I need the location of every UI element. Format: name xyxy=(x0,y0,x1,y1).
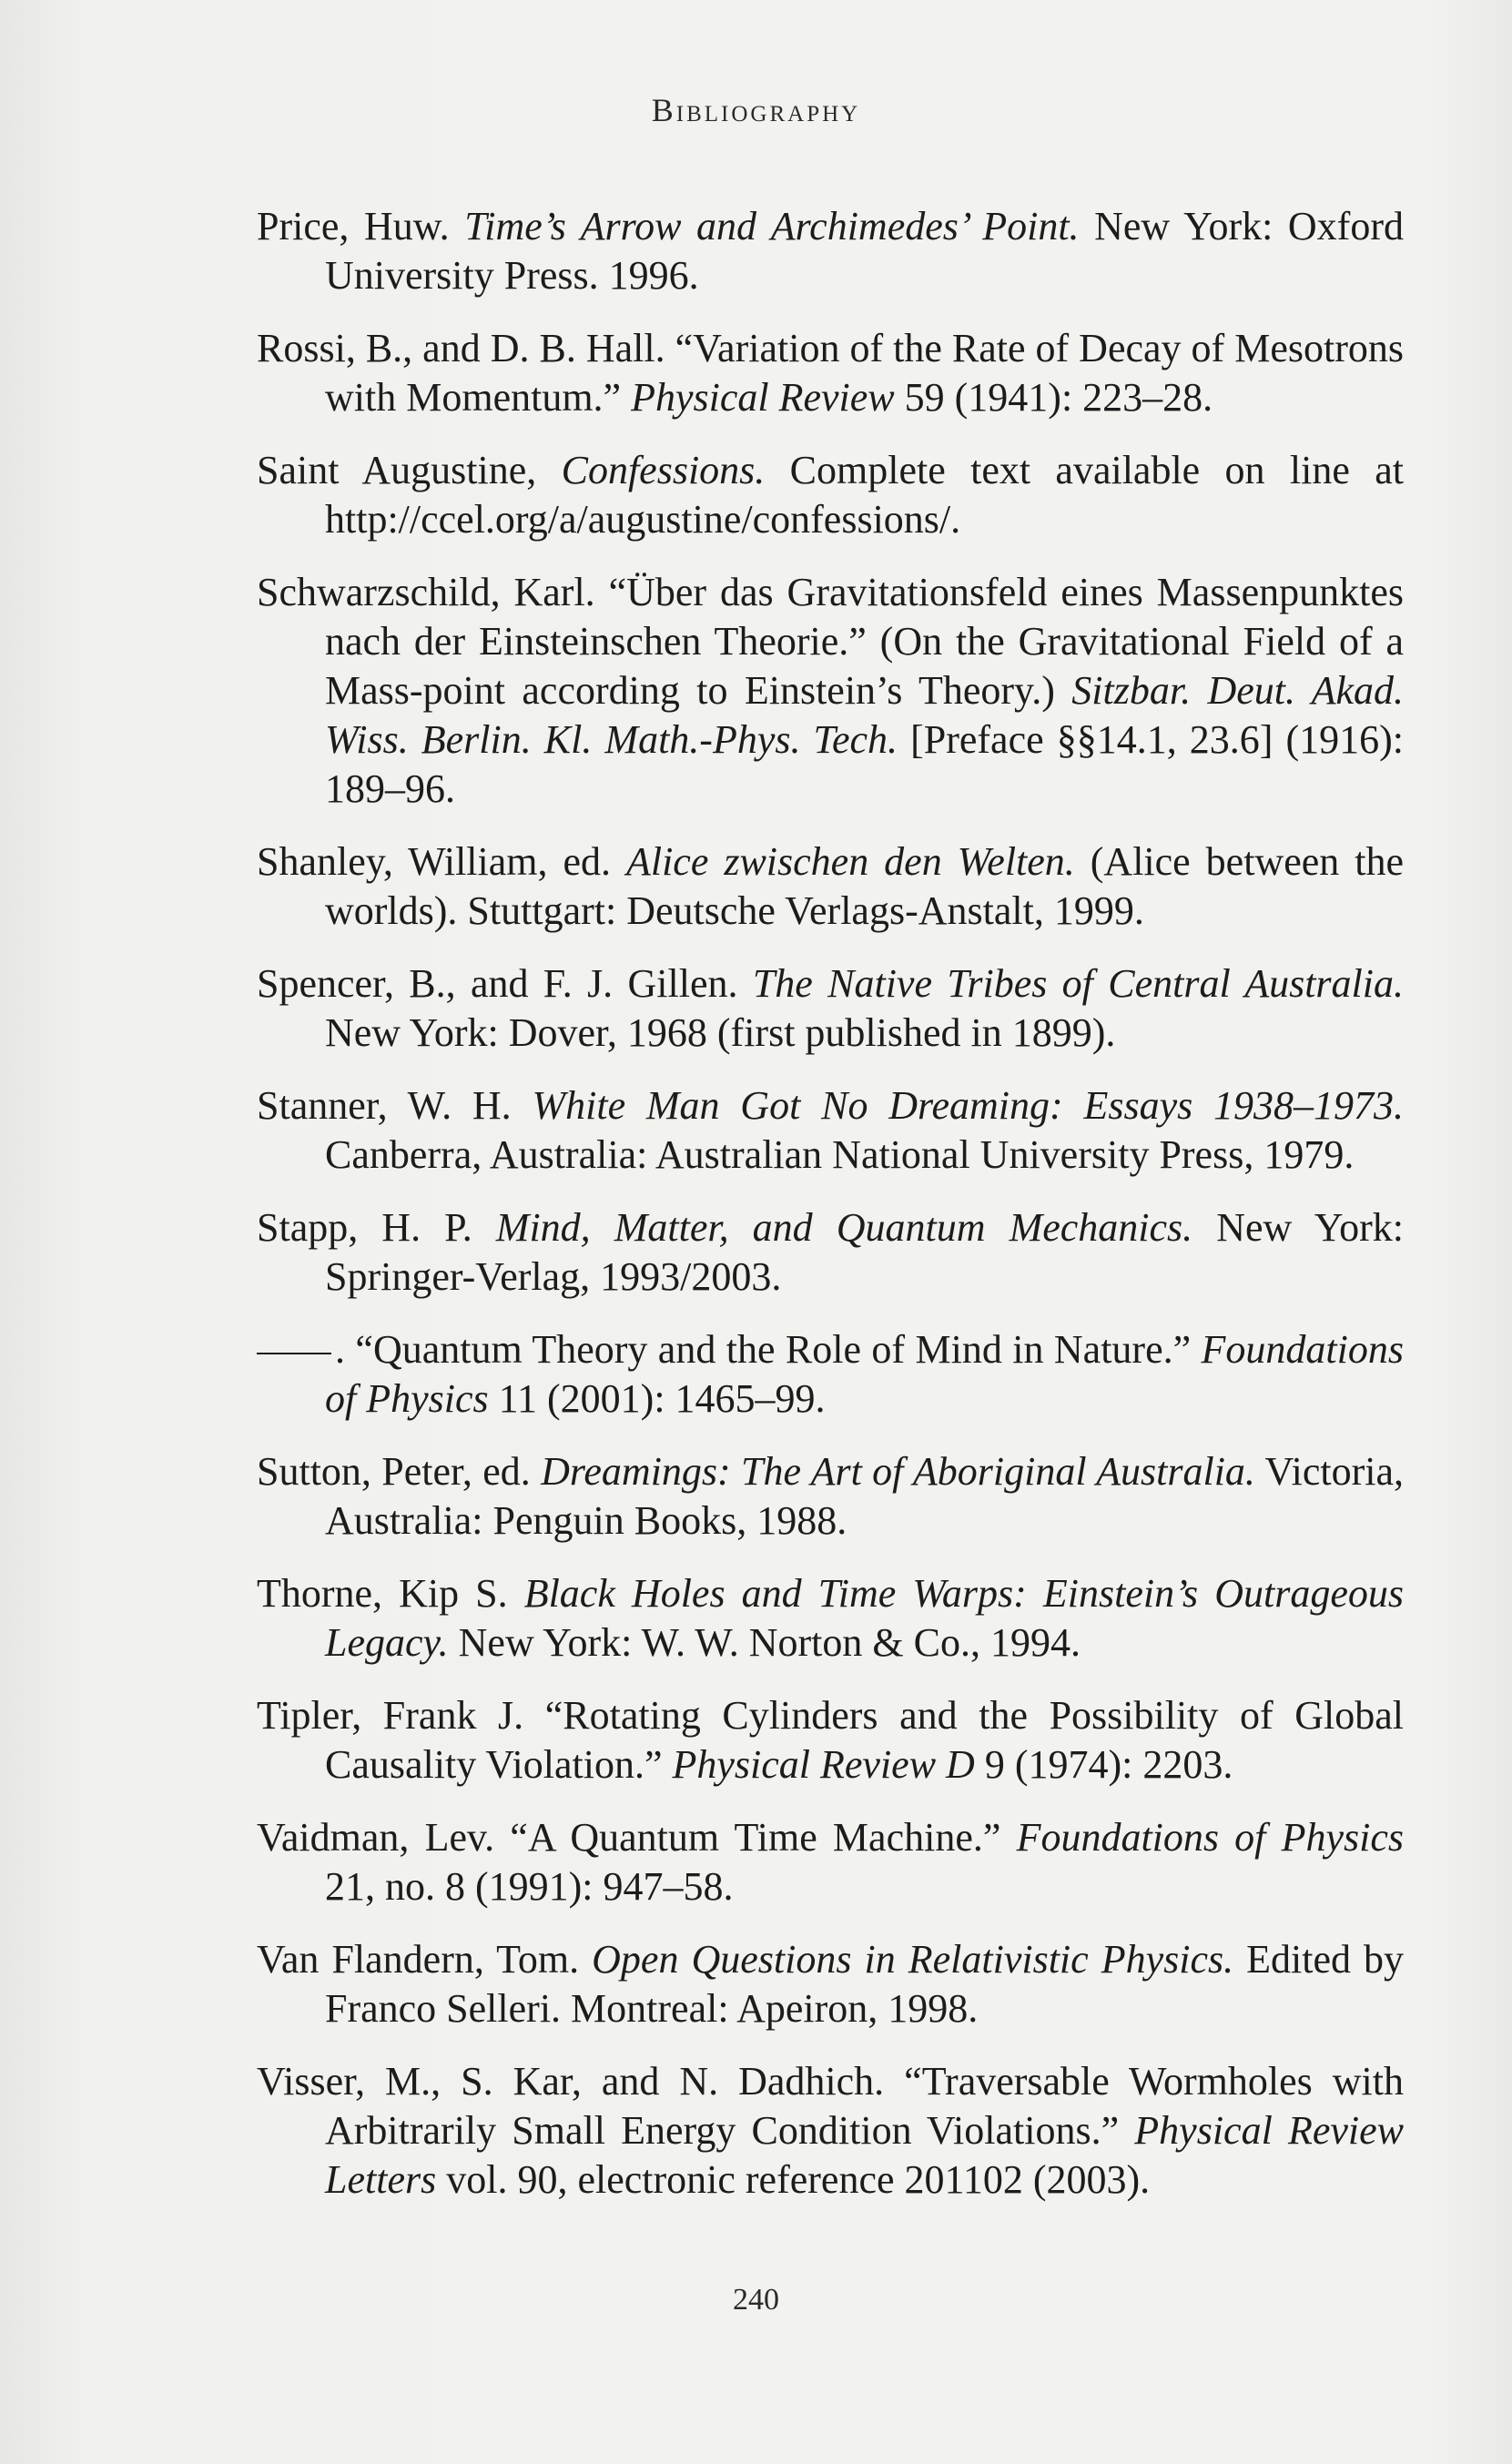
bibliography-entry: Visser, M., S. Kar, and N. Dadhich. “Traversable Wormholes with Arbitrarily Small Energy Condition Violations.” Physical Review Letters vol. 90, electronic reference 201102 (2003). xyxy=(257,2059,1404,2202)
entry-title: Physical Review Letters xyxy=(325,2108,1404,2202)
bibliography-entry: Shanley, William, ed. Alice zwischen den Welten. (Alice between the worlds). Stuttgart: Deutsche Verlags-Anstalt, 1999. xyxy=(257,839,1404,933)
page-number: 240 xyxy=(733,2283,779,2317)
bibliography-entry: Thorne, Kip S. Black Holes and Time Warps: Einstein’s Outrageous Legacy. New York: W. W. Norton & Co., 1994. xyxy=(257,1571,1405,1665)
bibliography-entry: . “Quantum Theory and the Role of Mind in Nature.” Foundations of Physics 11 (2001): 1465–99. xyxy=(257,1325,1404,1424)
bibliography-entry: Price, Huw. Time’s Arrow and Archimedes’ Point. New York: Oxford University Press. 1996. xyxy=(257,204,1404,298)
repeat-author-dash xyxy=(257,1353,331,1354)
bibliography-entry: Van Flandern, Tom. Open Questions in Relativistic Physics. Edited by Franco Selleri. Montreal: Apeiron, 1998. xyxy=(257,1937,1405,2031)
entry-title: Mind, Matter, and Quantum Mechanics. xyxy=(495,1205,1193,1250)
entry-title: Alice zwischen den Welten. xyxy=(625,839,1075,884)
bibliography-entry: Saint Augustine, Confessions. Complete text available on line at http://ccel.org/a/augustine/confessions/. xyxy=(257,448,1404,542)
entry-title: Time’s Arrow and Archimedes’ Point. xyxy=(464,204,1080,248)
bibliography-entry: Spencer, B., and F. J. Gillen. The Native Tribes of Central Australia. New York: Dover, 1968 (first published in 1899). xyxy=(257,961,1404,1055)
entry-title: The Native Tribes of Central Australia. xyxy=(752,961,1404,1006)
entry-title: Foundations of Physics xyxy=(1016,1815,1404,1860)
entry-title: Foundations of Physics xyxy=(325,1327,1404,1421)
entry-title: Sitzbar. Deut. Akad. Wiss. Berlin. Kl. Math.-Phys. Tech. xyxy=(325,668,1404,762)
bibliography-entry: Vaidman, Lev. “A Quantum Time Machine.” Foundations of Physics 21, no. 8 (1991): 947–58. xyxy=(257,1815,1404,1909)
entry-title: Open Questions in Relativistic Physics. xyxy=(592,1937,1234,1982)
bibliography-entry: Sutton, Peter, ed. Dreamings: The Art of Aboriginal Australia. Victoria, Australia: Penguin Books, 1988. xyxy=(257,1449,1405,1543)
entry-title: White Man Got No Dreaming: Essays 1938–1973. xyxy=(532,1083,1404,1128)
bibliography-entry: Stanner, W. H. White Man Got No Dreaming: Essays 1938–1973. Canberra, Australia: Australian National University Press, 1979. xyxy=(257,1083,1404,1177)
running-head: Bibliography xyxy=(651,92,861,128)
entry-title: Physical Review D xyxy=(672,1742,975,1787)
entry-title: Dreamings: The Art of Aboriginal Australia. xyxy=(541,1449,1255,1494)
bibliography-entry: Schwarzschild, Karl. “Über das Gravitationsfeld eines Massenpunktes nach der Einsteinschen Theorie.” (On the Gravitational Field of a Mass-point according to Einstein’s Theory.) Sitzbar. Deut. Akad. Wiss. Berlin. Kl. Math.-Phys. Tech. [Preface §§14.1, 23.6] (1916): 189–96. xyxy=(257,570,1404,811)
bibliography-entry: Stapp, H. P. Mind, Matter, and Quantum Mechanics. New York: Springer-Verlag, 1993/2003. xyxy=(257,1205,1404,1299)
bibliography-entry: Rossi, B., and D. B. Hall. “Variation of the Rate of Decay of Mesotrons with Momentum.” Physical Review 59 (1941): 223–28. xyxy=(257,326,1404,420)
bibliography-list xyxy=(257,202,1404,2228)
entry-title: Physical Review xyxy=(631,375,895,420)
entry-title: Confessions. xyxy=(561,448,766,492)
entry-title: Black Holes and Time Warps: Einstein’s Outrageous Legacy. xyxy=(325,1571,1405,1665)
bibliography-entry: Tipler, Frank J. “Rotating Cylinders and the Possibility of Global Causality Violation.” Physical Review D 9 (1974): 2203. xyxy=(257,1693,1404,1787)
